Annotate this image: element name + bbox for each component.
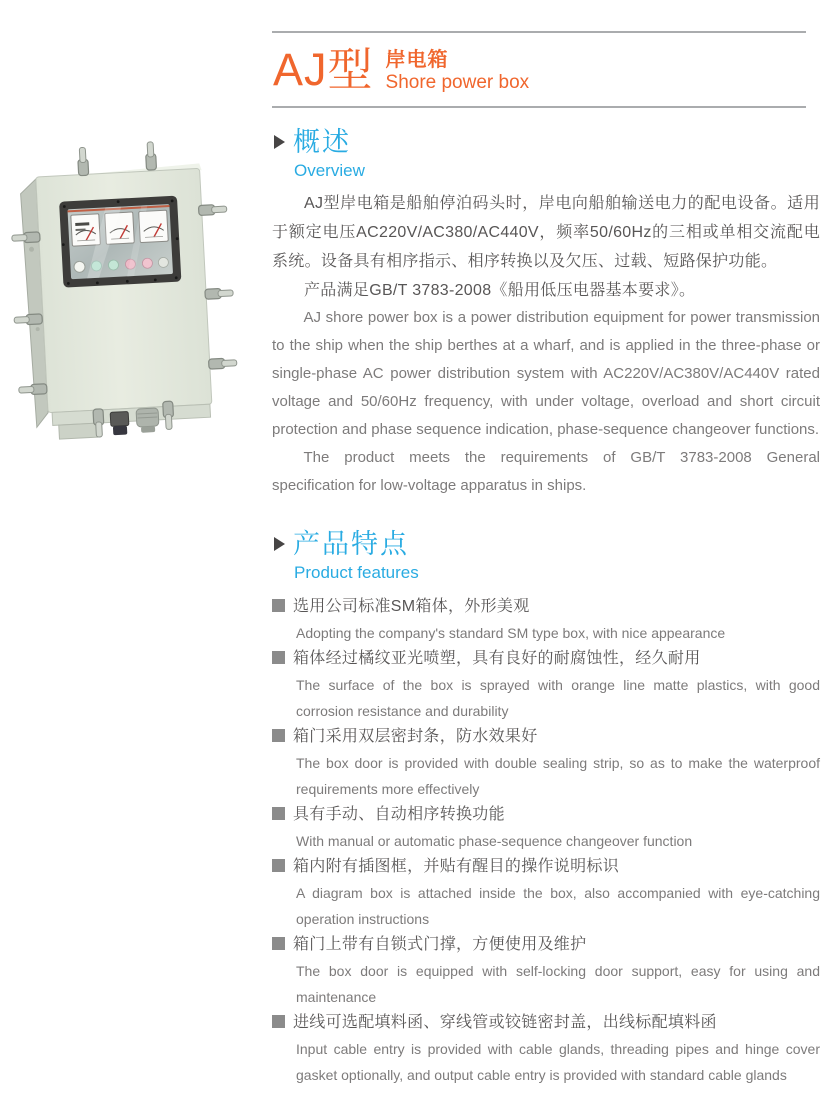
title-divider xyxy=(272,106,806,108)
indicator-lamp-white xyxy=(74,261,86,273)
feature-cn: 箱门上带有自锁式门撑，方便使用及维护 xyxy=(293,936,587,953)
model-name: AJ型 xyxy=(273,44,374,95)
overview-cn-paragraph: 产品满足GB/T 3783-2008《船用低压电器基本要求》。 xyxy=(304,282,696,299)
feature-cn: 箱门采用双层密封条，防水效果好 xyxy=(293,728,538,745)
latch-bottom-right xyxy=(163,401,174,429)
square-bullet-icon xyxy=(272,807,285,820)
feature-item xyxy=(272,932,820,1010)
feature-en: The surface of the box is sprayed with orange line matte plastics, with good corrosion resistance and durability xyxy=(296,677,820,719)
indicator-lamp-green xyxy=(108,260,119,271)
section-arrow-icon xyxy=(274,537,285,551)
latch-left-2 xyxy=(14,314,42,325)
latch-top-right xyxy=(145,142,156,170)
feature-cn: 箱内附有插图框，并贴有醒目的操作说明标识 xyxy=(293,858,620,875)
indicator-lamp-pink xyxy=(142,258,153,269)
indicator-lamp-gray xyxy=(158,257,169,268)
feature-en: Input cable entry is provided with cable glands, threading pipes and hinge cover gasket optionally, and output cable entry is provided with standard cable glands xyxy=(296,1041,820,1083)
overview-section-heading xyxy=(272,126,365,181)
latch-top-left xyxy=(77,147,88,175)
feature-en: With manual or automatic phase-sequence changeover function xyxy=(296,833,693,849)
overview-cn-paragraph: AJ型岸电箱是船舶停泊码头时，岸电向船舶输送电力的配电设备。适用于额定电压AC220V/AC380/AC440V，频率50/60Hz的三相或单相交流配电系统。设备具有相序指示、相序转换以及欠压、过载、短路保护功能。 xyxy=(272,195,820,270)
square-bullet-icon xyxy=(272,859,285,872)
square-bullet-icon xyxy=(272,651,285,664)
latch-right-3 xyxy=(209,358,237,369)
latch-left-3 xyxy=(19,384,47,395)
cable-gland-metal xyxy=(136,408,159,433)
square-bullet-icon xyxy=(272,937,285,950)
feature-cn: 进线可选配填料函、穿线管或铰链密封盖，出线标配填料函 xyxy=(293,1014,717,1031)
shore-power-box-illustration xyxy=(8,134,260,452)
meter-window xyxy=(59,196,181,288)
product-name xyxy=(386,42,530,95)
page-title xyxy=(273,42,529,98)
feature-item xyxy=(272,802,820,854)
overview-en-paragraph: The product meets the requirements of GB/T 3783-2008 General specification for low-voltage apparatus in ships. xyxy=(272,449,820,494)
features-heading-cn: 产品特点 xyxy=(293,529,409,559)
latch-left-1 xyxy=(12,232,40,243)
section-arrow-icon xyxy=(274,135,285,149)
features-heading-en: Product features xyxy=(294,563,419,582)
features-list xyxy=(272,594,820,1088)
overview-paragraphs-en xyxy=(272,304,820,500)
features-section-heading xyxy=(272,528,419,583)
cable-gland-dark xyxy=(110,411,129,435)
square-bullet-icon xyxy=(272,1015,285,1028)
square-bullet-icon xyxy=(272,729,285,742)
feature-cn: 箱体经过橘纹亚光喷塑，具有良好的耐腐蚀性，经久耐用 xyxy=(293,650,701,667)
overview-heading-cn: 概述 xyxy=(293,127,351,157)
product-name-en: Shore power box xyxy=(385,72,530,93)
feature-item xyxy=(272,724,820,802)
latch-right-2 xyxy=(205,288,233,299)
feature-item xyxy=(272,594,820,646)
box-body xyxy=(8,138,240,441)
product-photo xyxy=(8,134,260,452)
top-divider xyxy=(272,31,806,33)
feature-cn: 具有手动、自动相序转换功能 xyxy=(293,806,505,823)
overview-heading-en: Overview xyxy=(294,161,365,180)
feature-en: A diagram box is attached inside the box, also accompanied with eye-catching operation instructions xyxy=(296,885,820,927)
feature-en: The box door is provided with double sealing strip, so as to make the waterproof requirements more effectively xyxy=(296,755,820,797)
square-bullet-icon xyxy=(272,599,285,612)
latch-right-1 xyxy=(198,204,226,215)
feature-item xyxy=(272,854,820,932)
overview-en-paragraph: AJ shore power box is a power distribution equipment for power transmission to the ship when the ship berthes at a wharf, and is applied in the three-phase or single-phase AC power distribution system with AC220V/AC380V/AC440V rated voltage and 50/60Hz frequency, with under voltage, overload and short circuit protection and phase sequence indication, phase-sequence changeover functions. xyxy=(272,309,820,438)
product-name-cn: 岸电箱 xyxy=(385,49,449,71)
feature-en: The box door is equipped with self-locking door support, easy for using and maintenance xyxy=(296,963,820,1005)
overview-paragraphs-cn xyxy=(272,189,820,305)
feature-item xyxy=(272,1010,820,1088)
feature-en: Adopting the company's standard SM type box, with nice appearance xyxy=(296,625,726,641)
feature-item xyxy=(272,646,820,724)
feature-cn: 选用公司标准SM箱体，外形美观 xyxy=(293,598,530,615)
